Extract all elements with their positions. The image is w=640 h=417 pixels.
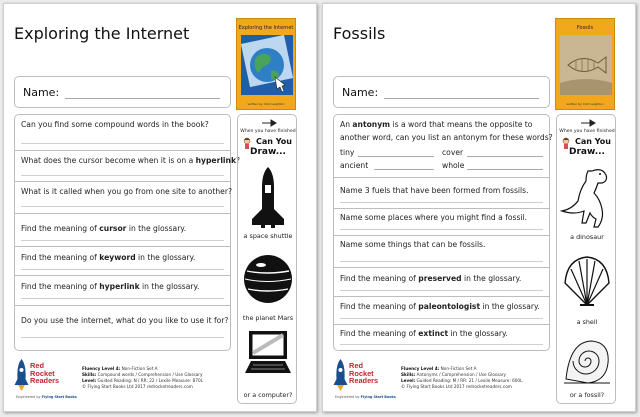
shell-icon — [562, 255, 612, 309]
logo-word-rocket: Rocket — [349, 368, 374, 378]
antonym-answer-line[interactable] — [467, 156, 543, 157]
divider — [334, 267, 549, 268]
computer-icon — [243, 329, 293, 379]
divider — [15, 305, 230, 306]
draw-heading: Draw... — [250, 147, 286, 157]
book-info: Fluency Level 4: Non-Fiction Set A Skills: Compound words / Comprehension / Use Glossary Level: Guided Reading: N / RR: 22 / Lexile Measure: 870L © Flying Start Books Ltd 2017 redrocketreaders.com — [82, 366, 203, 389]
antonym-answer-line[interactable] — [358, 156, 434, 157]
cover-author: written by Clint Leighton — [247, 102, 285, 106]
book-cover-image — [555, 18, 615, 110]
logo-text — [349, 362, 378, 385]
answer-line[interactable] — [21, 143, 224, 144]
dinosaur-icon — [562, 165, 612, 231]
answer-line[interactable] — [340, 318, 543, 319]
answer-line[interactable] — [340, 261, 543, 262]
draw-item-label: the planet Mars — [242, 314, 294, 322]
red-rocket-readers-logo — [14, 356, 78, 404]
answer-line[interactable] — [340, 202, 543, 203]
question-6: Find the meaning of hyperlink in the glossary. — [21, 282, 200, 291]
worksheet-title: Fossils — [333, 24, 386, 43]
answer-line[interactable] — [21, 175, 224, 176]
cover-title: Fossils — [576, 25, 594, 31]
question-5: Find the meaning of keyword in the glossary. — [21, 253, 196, 262]
can-you-heading: Can You — [575, 137, 611, 146]
divider — [334, 208, 549, 209]
antonym-word: whole — [442, 161, 465, 170]
questions-box — [333, 114, 553, 351]
name-field[interactable] — [14, 76, 231, 108]
antonym-word: tiny — [340, 148, 355, 157]
question-paleontologist: Find the meaning of paleontologist in the glossary. — [340, 302, 540, 311]
book-info: Fluency Level 4: Non-Fiction Set A Skills: Antonyms / Comprehension / Use Glossary Level: Guided Reading: M / RR: 21 / Lexile Measure: 600L © Flying Start Books Ltd 2017 redrocketreaders.com — [401, 366, 523, 389]
divider — [334, 324, 549, 325]
planet-mars-icon — [243, 249, 293, 309]
antonym-intro: An antonym is a word that means the opposite to — [340, 120, 533, 129]
divider — [15, 275, 230, 276]
worksheet-fossils — [322, 3, 636, 412]
draw-heading: Draw... — [569, 147, 605, 157]
antonym-word: ancient — [340, 161, 369, 170]
divider — [334, 296, 549, 297]
question-fuels: Name 3 fuels that have been formed from fossils. — [340, 186, 529, 195]
question-places: Name some places where you might find a fossil. — [340, 213, 528, 222]
questions-box — [14, 114, 241, 351]
logo-word-readers: Readers — [30, 376, 60, 386]
can-you-heading: Can You — [256, 137, 292, 146]
divider — [15, 181, 230, 182]
rocket-icon — [333, 358, 348, 392]
answer-line[interactable] — [21, 337, 224, 338]
name-line — [65, 98, 220, 99]
logo-word-red: Red — [30, 361, 44, 370]
name-field[interactable] — [333, 76, 550, 108]
divider — [15, 150, 230, 151]
antonym-answer-line[interactable] — [374, 169, 434, 170]
rocket-icon — [14, 358, 29, 392]
globe-icon — [241, 35, 293, 95]
question-4: Find the meaning of cursor in the glossary. — [21, 224, 187, 233]
can-you-draw-panel — [556, 114, 616, 404]
name-label: Name: — [23, 86, 60, 99]
engineered-by: Engineered by Flying Start Books — [335, 395, 396, 399]
answer-line[interactable] — [21, 206, 224, 207]
can-you-draw-panel — [237, 114, 297, 404]
worksheet-exploring-the-internet — [3, 3, 317, 412]
draw-item-label: or a fossil? — [569, 391, 605, 399]
space-shuttle-icon — [243, 165, 293, 229]
draw-item-label: a dinosaur — [570, 233, 604, 241]
rocket-arrow-icon — [581, 120, 595, 126]
book-cover-image — [236, 18, 296, 110]
answer-line[interactable] — [21, 298, 224, 299]
answer-line[interactable] — [21, 240, 224, 241]
divider — [15, 213, 230, 214]
name-line — [384, 98, 539, 99]
question-1: Can you find some compound words in the book? — [21, 120, 209, 129]
logo-text — [30, 362, 59, 385]
cover-title: Exploring the Internet — [238, 25, 294, 31]
question-things: Name some things that can be fossils. — [340, 240, 486, 249]
divider — [15, 246, 230, 247]
draw-item-label: a shell — [576, 318, 598, 326]
logo-word-readers: Readers — [349, 376, 379, 386]
footer — [333, 356, 550, 406]
divider — [334, 235, 549, 236]
antonym-instruction: another word, can you list an antonym for these words? — [340, 133, 553, 142]
finished-label: When you have finished — [240, 129, 296, 134]
logo-word-rocket: Rocket — [30, 368, 55, 378]
question-2: What does the cursor become when it is on a hyperlink? — [21, 156, 241, 165]
finished-label: When you have finished — [559, 129, 615, 134]
antonym-answer-line[interactable] — [467, 169, 543, 170]
answer-line[interactable] — [340, 344, 543, 345]
logo-word-red: Red — [349, 361, 363, 370]
draw-item-label: a space shuttle — [243, 232, 293, 240]
answer-line[interactable] — [21, 269, 224, 270]
red-rocket-readers-logo — [333, 356, 397, 404]
answer-line[interactable] — [340, 229, 543, 230]
question-preserved: Find the meaning of preserved in the glossary. — [340, 274, 522, 283]
question-extinct: Find the meaning of extinct in the glossary. — [340, 329, 508, 338]
rocket-arrow-icon — [262, 120, 276, 126]
antonym-word: cover — [442, 148, 464, 157]
name-label: Name: — [342, 86, 379, 99]
engineered-by: Engineered by Flying Start Books — [16, 395, 77, 399]
cover-author: written by Clint Leighton — [566, 102, 604, 106]
question-3: What is it called when you go from one site to another? — [21, 187, 232, 196]
question-7: Do you use the internet, what do you like to use it for? — [21, 316, 229, 325]
answer-line[interactable] — [340, 290, 543, 291]
worksheet-title: Exploring the Internet — [14, 24, 190, 43]
divider — [334, 177, 549, 178]
fossil-icon — [562, 335, 612, 387]
fossil-fish-icon — [560, 35, 612, 95]
draw-item-label: or a computer? — [243, 391, 293, 399]
footer — [14, 356, 231, 406]
